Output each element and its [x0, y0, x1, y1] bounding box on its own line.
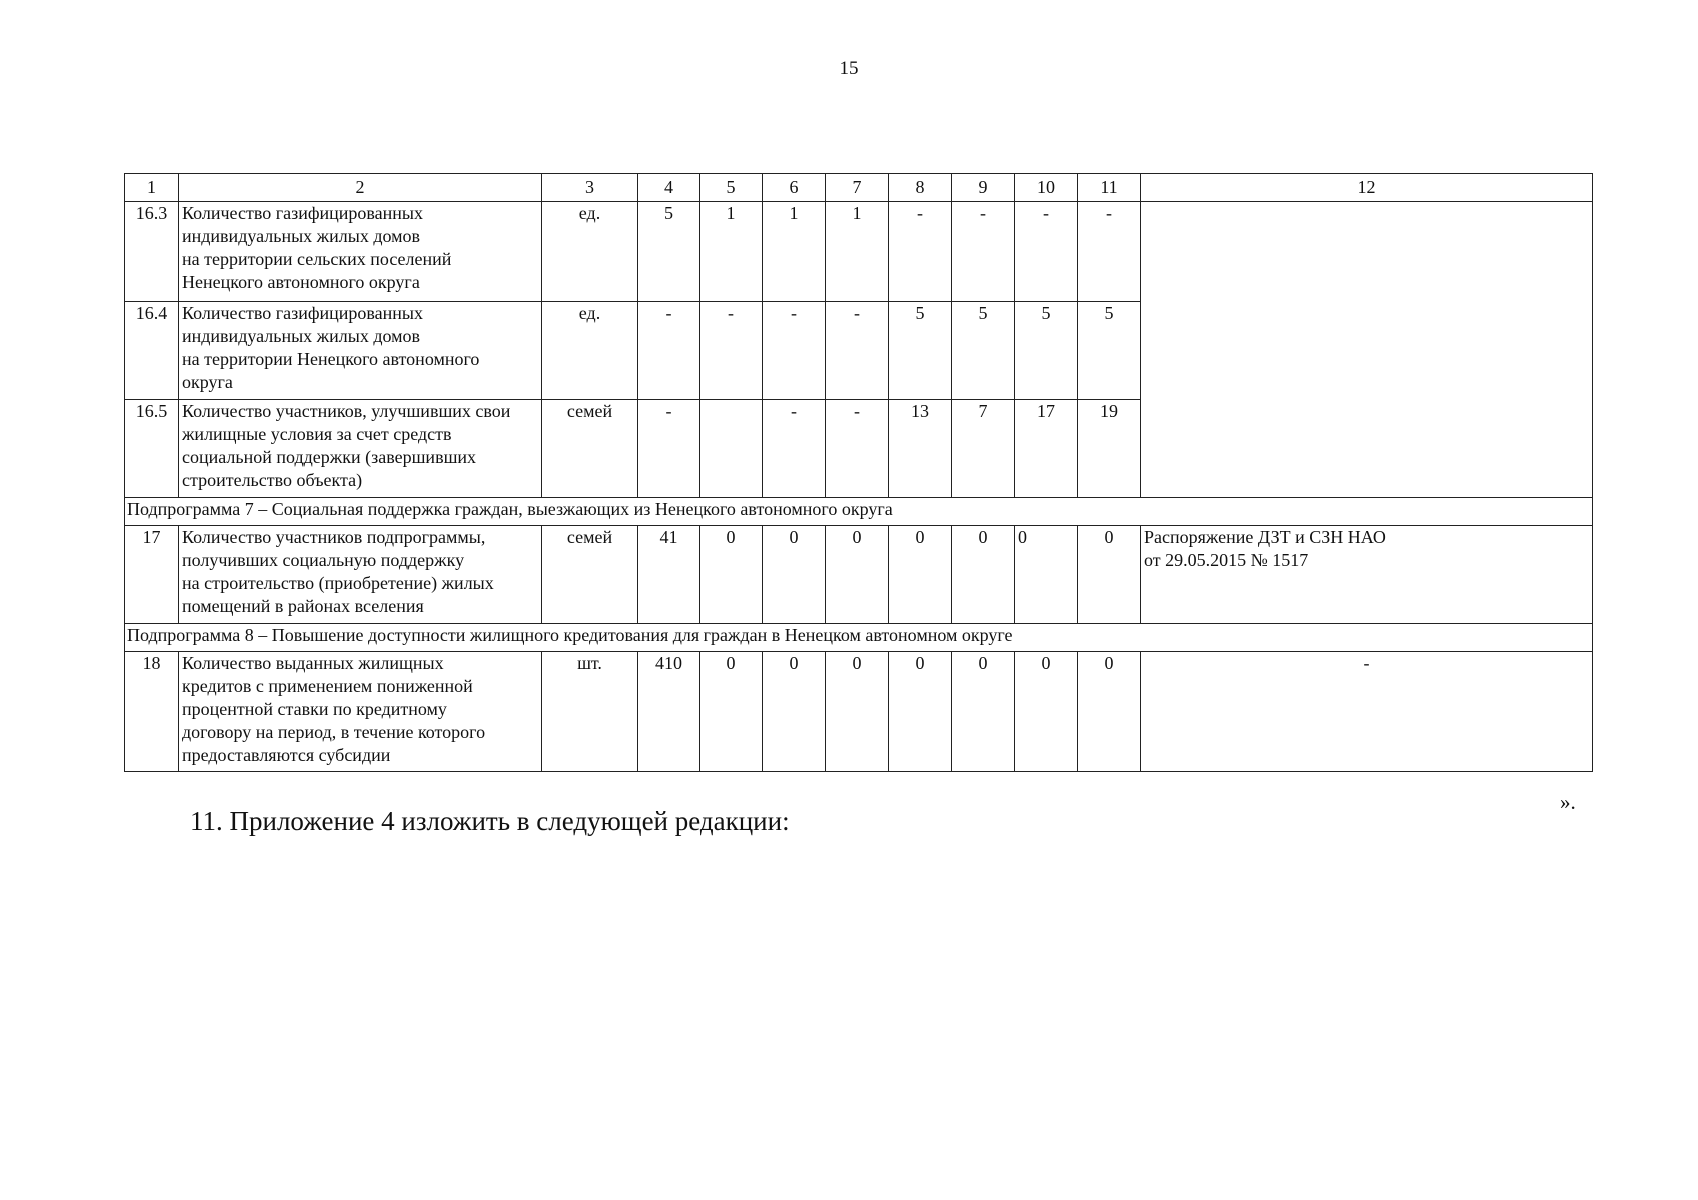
indicator-description: Количество газифицированных индивидуальных жилых домов на территории сельских поселений Ненецкого автономного округа	[179, 202, 542, 302]
value-cell: 5	[1015, 302, 1078, 400]
row-number: 16.3	[125, 202, 179, 302]
value-cell: 0	[763, 526, 826, 624]
header-cell: 7	[826, 174, 889, 202]
value-cell: 0	[700, 652, 763, 772]
header-cell: 3	[542, 174, 638, 202]
header-cell: 4	[638, 174, 700, 202]
value-cell: 41	[638, 526, 700, 624]
value-cell	[700, 400, 763, 498]
value-cell: -	[1078, 202, 1141, 302]
value-cell: 17	[1015, 400, 1078, 498]
row-number: 17	[125, 526, 179, 624]
header-cell: 8	[889, 174, 952, 202]
value-cell: 5	[952, 302, 1015, 400]
value-cell: 7	[952, 400, 1015, 498]
value-cell: 0	[826, 526, 889, 624]
header-cell: 9	[952, 174, 1015, 202]
value-cell: -	[1015, 202, 1078, 302]
row-number: 16.4	[125, 302, 179, 400]
unit-cell: семей	[542, 526, 638, 624]
unit-cell: семей	[542, 400, 638, 498]
instruction-paragraph: 11. Приложение 4 изложить в следующей редакции:	[190, 806, 790, 836]
indicator-description: Количество газифицированных индивидуальных жилых домов на территории Ненецкого автономного округа	[179, 302, 542, 400]
value-cell: 5	[1078, 302, 1141, 400]
value-cell: 0	[952, 526, 1015, 624]
value-cell: 1	[700, 202, 763, 302]
basis-cell-empty	[1141, 202, 1593, 498]
table-header-row	[125, 174, 1593, 202]
header-cell: 1	[125, 174, 179, 202]
header-cell: 6	[763, 174, 826, 202]
table-row	[125, 652, 1593, 772]
header-cell: 10	[1015, 174, 1078, 202]
value-cell: -	[826, 302, 889, 400]
table-row	[125, 202, 1593, 302]
value-cell: 0	[1078, 526, 1141, 624]
subprogram-row	[125, 624, 1593, 652]
value-cell: -	[826, 400, 889, 498]
value-cell: 410	[638, 652, 700, 772]
value-cell: 0	[952, 652, 1015, 772]
unit-cell: шт.	[542, 652, 638, 772]
value-cell: 1	[826, 202, 889, 302]
basis-document: Распоряжение ДЗТ и СЗН НАО от 29.05.2015 № 1517	[1141, 526, 1593, 624]
value-cell: 5	[889, 302, 952, 400]
header-cell: 5	[700, 174, 763, 202]
value-cell: 0	[700, 526, 763, 624]
indicator-description: Количество участников, улучшивших свои жилищные условия за счет средств социальной поддержки (завершивших строительство объекта)	[179, 400, 542, 498]
value-cell: 1	[763, 202, 826, 302]
header-cell: 11	[1078, 174, 1141, 202]
value-cell: 0	[1015, 526, 1078, 624]
unit-cell: ед.	[542, 302, 638, 400]
value-cell: 0	[889, 526, 952, 624]
header-cell: 12	[1141, 174, 1593, 202]
basis-document: -	[1141, 652, 1593, 772]
indicator-description: Количество участников подпрограммы, получивших социальную поддержку на строительство (приобретение) жилых помещений в районах вселения	[179, 526, 542, 624]
page-number: 15	[839, 58, 859, 79]
header-cell: 2	[179, 174, 542, 202]
value-cell: 0	[889, 652, 952, 772]
unit-cell: ед.	[542, 202, 638, 302]
value-cell: -	[763, 400, 826, 498]
subprogram-8-title: Подпрограмма 8 – Повышение доступности жилищного кредитования для граждан в Ненецком автономном округе	[125, 624, 1593, 652]
indicators-table	[124, 173, 1593, 772]
value-cell: 13	[889, 400, 952, 498]
value-cell: 0	[763, 652, 826, 772]
subprogram-row	[125, 498, 1593, 526]
value-cell: -	[638, 400, 700, 498]
table-row	[125, 526, 1593, 624]
indicator-description: Количество выданных жилищных кредитов с применением пониженной процентной ставки по кредитному договору на период, в течение которого предоставляются субсидии	[179, 652, 542, 772]
row-number: 16.5	[125, 400, 179, 498]
subprogram-7-title: Подпрограмма 7 – Социальная поддержка граждан, выезжающих из Ненецкого автономного округа	[125, 498, 1593, 526]
value-cell: 0	[1078, 652, 1141, 772]
row-number: 18	[125, 652, 179, 772]
value-cell: -	[889, 202, 952, 302]
value-cell: 5	[638, 202, 700, 302]
value-cell: 19	[1078, 400, 1141, 498]
value-cell: 0	[826, 652, 889, 772]
closing-quote: ».	[1560, 790, 1576, 814]
value-cell: -	[638, 302, 700, 400]
value-cell: 0	[1015, 652, 1078, 772]
value-cell: -	[700, 302, 763, 400]
value-cell: -	[952, 202, 1015, 302]
value-cell: -	[763, 302, 826, 400]
